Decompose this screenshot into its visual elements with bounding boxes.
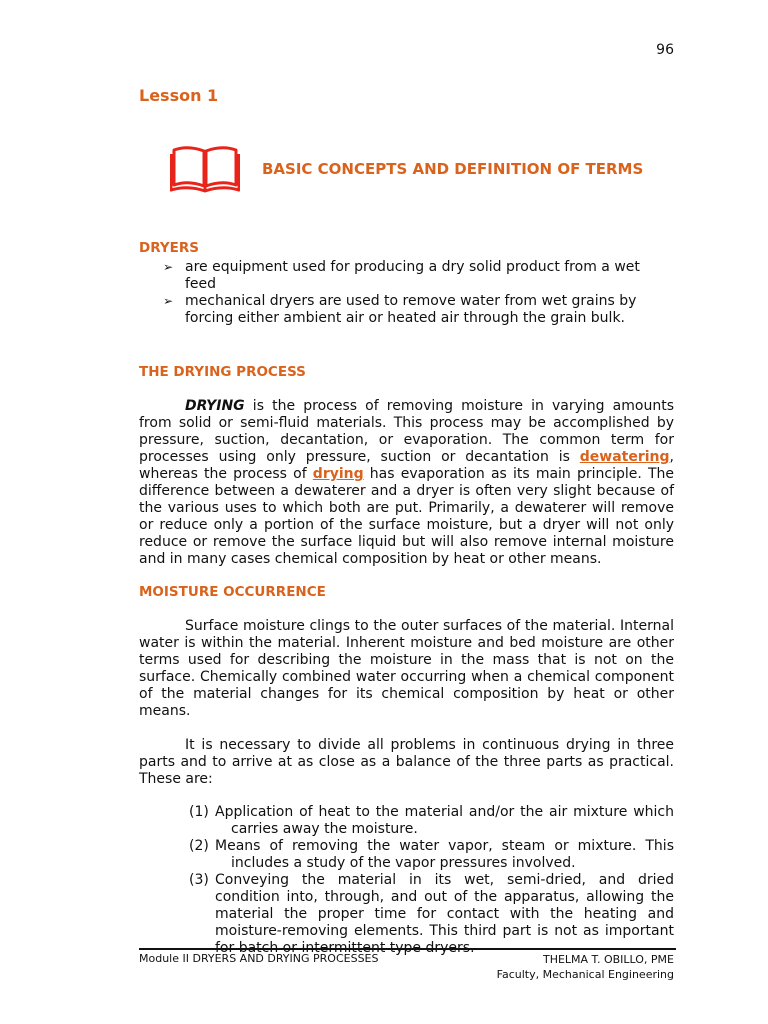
drying-text-1: is the process of removing moisture in varying amounts from solid or semi-fluid materials. This process may be accomplished by pressure, suction, decantation, or evaporation. The common term for processes using only pressure, suction or decantation is (139, 398, 674, 465)
footer-rule (139, 948, 676, 950)
step-text: Application of heat to the material and/or the air mixture which carries away the moisture. (215, 804, 674, 837)
drying-text-3: has evaporation as its main principle. The difference between a dewaterer and a dryer is often very slight because of the various uses to which both are put. Primarily, a dewaterer will remove or reduce only a portion of the surface moisture, but a dryer will not only reduce or remove the surface liquid but will also remove internal moisture and in many cases chemical composition by heat or other means. (139, 466, 674, 567)
list-item: ➢ mechanical dryers are used to remove water from wet grains by forcing either ambient air or heated air through the grain bulk. (139, 293, 674, 327)
author-name: THELMA T. OBILLO, PME (542, 953, 674, 966)
open-book-icon (170, 142, 240, 196)
step-text: Conveying the material in its wet, semi-dried, and dried condition into, through, and out of the apparatus, allowing the material the proper time for contact with the heating and moisture-removing elements. This third part is not as important for batch or intermittent type dryers. (215, 872, 674, 956)
author-affiliation: Faculty, Mechanical Engineering (496, 968, 674, 981)
drying-paragraph (139, 398, 674, 568)
drying-text-2: , whereas the process of (139, 449, 674, 482)
three-parts-list (139, 804, 674, 957)
step-number: (3) (189, 872, 209, 888)
step-number: (2) (189, 838, 209, 854)
list-item (189, 804, 674, 838)
three-parts-paragraph: It is necessary to divide all problems in continuous drying in three parts and to arrive at as close as a balance of the three parts as practical. These are: (139, 737, 674, 787)
list-item (189, 872, 674, 957)
moisture-paragraph: Surface moisture clings to the outer surfaces of the material. Internal water is within the material. Inherent moisture and bed moisture are other terms used for describing the moisture in the mass that is not on the surface. Chemically combined water occurring when a chemical component of the material changes for its chemical composition by heat or other means. (139, 618, 674, 719)
drying-link[interactable]: drying (312, 466, 364, 482)
footer-author (440, 952, 674, 982)
lesson-title: Lesson 1 (139, 86, 219, 105)
footer-module: Module II DRYERS AND DRYING PROCESSES (139, 952, 379, 965)
list-item (189, 838, 674, 872)
step-number: (1) (189, 804, 209, 820)
moisture-occurrence-heading: MOISTURE OCCURRENCE (139, 584, 326, 600)
page-number: 96 (656, 42, 674, 58)
step-text: Means of removing the water vapor, steam or mixture. This includes a study of the vapor pressures involved. (215, 838, 674, 871)
dryers-list (139, 259, 674, 327)
document-body (139, 240, 674, 957)
dryers-heading: DRYERS (139, 240, 199, 256)
drying-process-heading: THE DRYING PROCESS (139, 364, 306, 380)
dewatering-link[interactable]: dewatering (579, 449, 670, 465)
main-title: BASIC CONCEPTS AND DEFINITION OF TERMS (262, 160, 644, 178)
drying-term: DRYING (185, 398, 245, 414)
list-item: ➢ are equipment used for producing a dry solid product from a wet feed (139, 259, 674, 293)
